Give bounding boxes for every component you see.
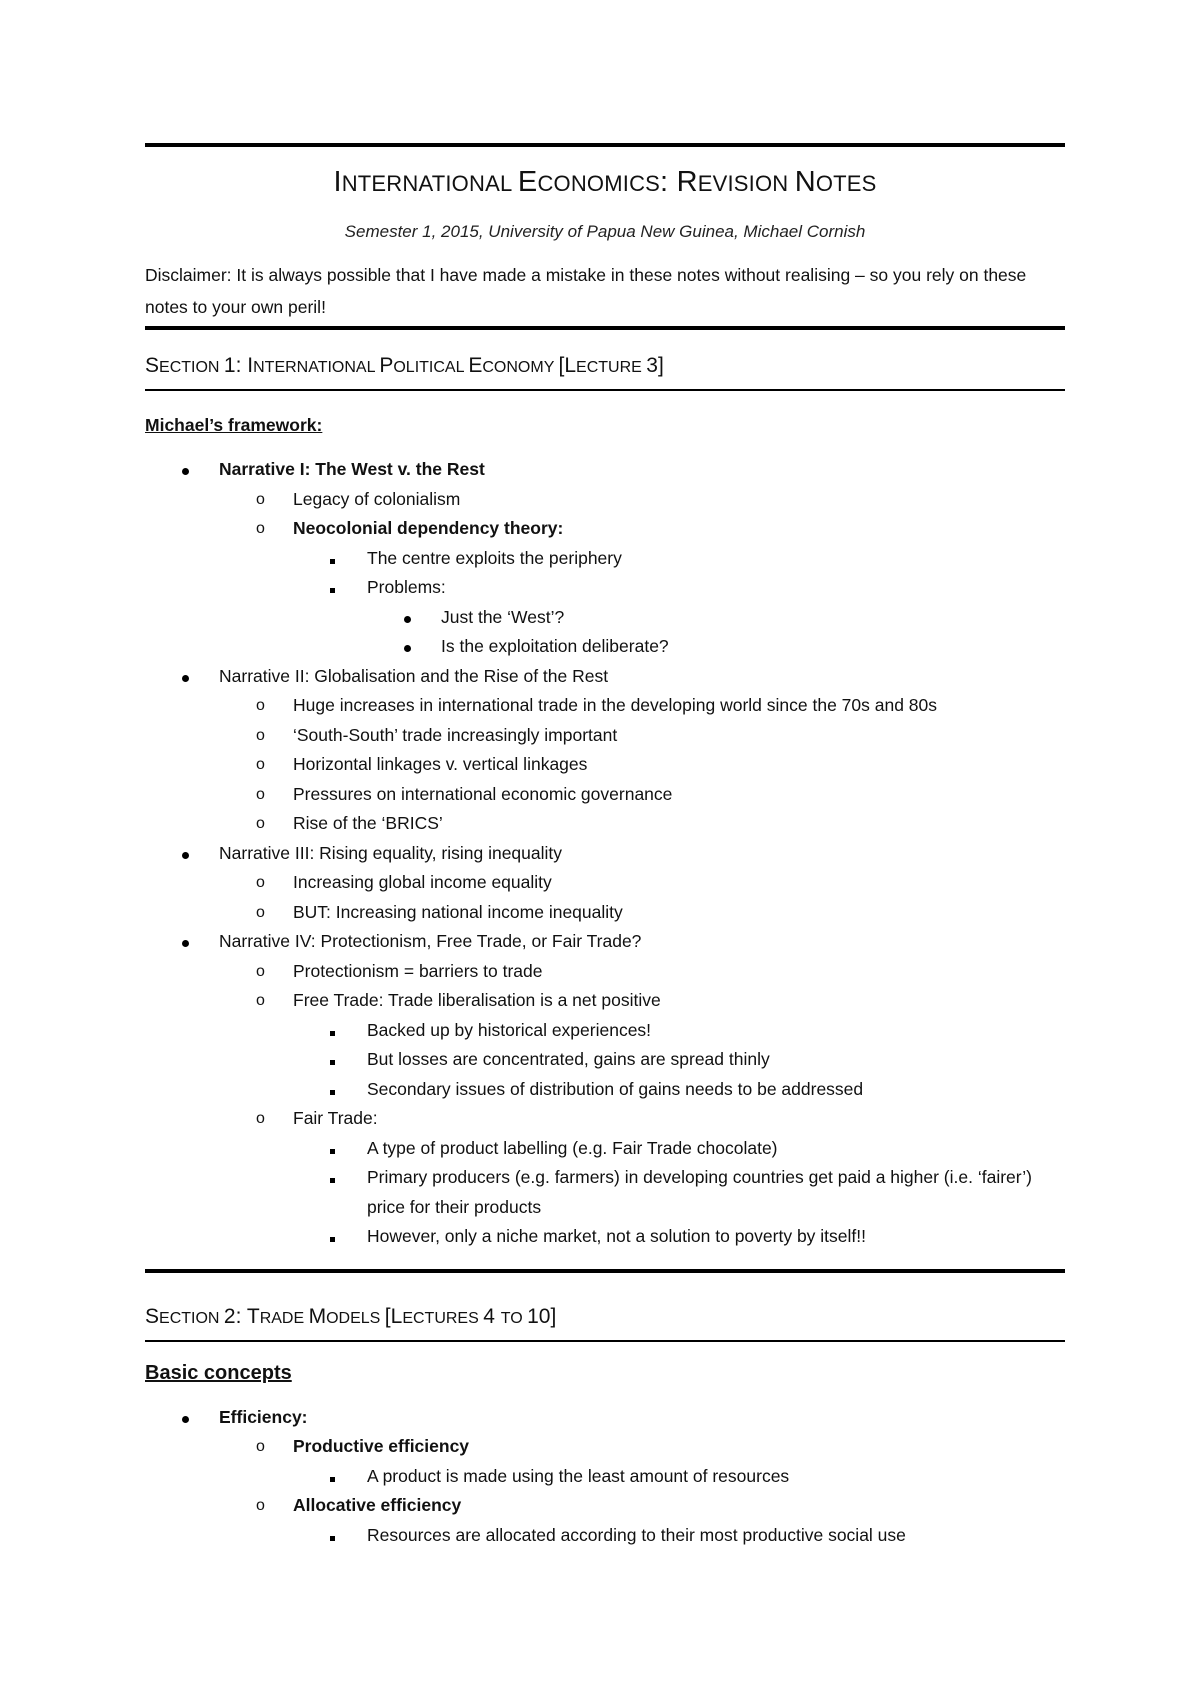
heading-text-part: ECTURE — [576, 359, 647, 376]
list-item — [293, 1163, 1065, 1222]
narrative-3-item — [145, 839, 1065, 928]
list-item — [367, 603, 1065, 633]
framework-list — [145, 455, 1065, 1252]
list-item — [219, 1491, 1065, 1550]
section-1-end-rule — [145, 1269, 1065, 1273]
list-item — [219, 1104, 1065, 1252]
circle-bullet-icon: o — [256, 962, 265, 980]
heading-text-part: ECTION — [159, 359, 224, 376]
bullet-icon — [182, 1403, 189, 1433]
square-bullet-icon — [330, 1045, 335, 1075]
bullet-icon — [404, 603, 411, 633]
heading-text-part: : — [660, 166, 677, 198]
section-1-rule — [145, 389, 1065, 391]
list-item-text: Neocolonial dependency theory: — [293, 518, 564, 538]
square-bullet-icon — [330, 1222, 335, 1252]
heading-text-part: T — [246, 1304, 260, 1328]
list-item — [219, 1432, 1065, 1491]
basic-concepts-list — [145, 1403, 1065, 1551]
list-item-text: A product is made using the least amount of resources — [367, 1465, 790, 1486]
heading-text-part: 10] — [527, 1304, 557, 1328]
list-item — [293, 544, 1065, 574]
list-item — [219, 750, 1065, 780]
heading-text-part: E — [517, 166, 538, 198]
section-2-rule — [145, 1340, 1065, 1342]
list-item — [219, 868, 1065, 898]
heading-text-part: TO — [500, 1309, 528, 1327]
heading-text-part: RADE — [259, 1309, 309, 1327]
list-item — [293, 573, 1065, 662]
circle-bullet-icon: o — [256, 1497, 265, 1514]
list-item — [219, 898, 1065, 928]
list-item — [219, 809, 1065, 839]
basic-concepts-subheading: Basic concepts — [145, 1361, 292, 1384]
heading-text-part: R — [676, 166, 698, 198]
circle-bullet-icon: o — [256, 697, 265, 714]
heading-text-part: E — [468, 354, 483, 377]
heading-text-part: OLITICAL — [393, 359, 469, 376]
bullet-icon — [182, 927, 189, 957]
list-item-text: Horizontal linkages v. vertical linkages — [293, 754, 588, 774]
list-item-text: Problems: — [367, 577, 446, 597]
heading-text-part: N — [794, 166, 816, 198]
circle-bullet-icon: o — [256, 1438, 265, 1455]
list-item — [293, 1045, 1065, 1075]
list-item — [219, 780, 1065, 810]
list-item — [293, 1222, 1065, 1252]
heading-text-part: CONOMY — [482, 359, 559, 376]
list-item — [293, 1134, 1065, 1164]
section-2-heading — [145, 1301, 1065, 1335]
circle-bullet-icon: o — [256, 992, 265, 1009]
square-bullet-icon — [330, 1163, 335, 1193]
heading-text-part: I — [247, 354, 254, 377]
list-item-text: Secondary issues of distribution of gains needs to be addressed — [367, 1078, 864, 1099]
circle-bullet-icon: o — [256, 903, 265, 921]
list-item — [293, 1462, 1065, 1492]
circle-bullet-icon: o — [256, 1110, 265, 1127]
heading-text-part: CONOMICS — [537, 171, 661, 196]
list-item-text: The centre exploits the periphery — [367, 547, 622, 568]
circle-bullet-icon: o — [256, 756, 265, 773]
framework-subheading: Michael’s framework: — [145, 415, 323, 435]
square-bullet-icon — [330, 1521, 335, 1551]
list-item — [219, 721, 1065, 751]
square-bullet-icon — [330, 1462, 335, 1492]
circle-bullet-icon: o — [256, 785, 265, 803]
list-item — [293, 1075, 1065, 1105]
list-item — [219, 485, 1065, 515]
list-item-text: Pressures on international economic governance — [293, 783, 673, 804]
disclaimer-text: Disclaimer: It is always possible that I have made a mistake in these notes without realising – so you rely on these notes to your own peril! — [145, 265, 1027, 317]
heading-text-part: ECTURES — [402, 1309, 484, 1327]
heading-text-part: P — [379, 354, 394, 377]
list-item-text: BUT: Increasing national income inequality — [293, 901, 623, 922]
bullet-icon — [404, 632, 411, 662]
narrative-3-label: Narrative III: Rising equality, rising inequality — [219, 842, 563, 863]
heading-text-part: M — [308, 1304, 327, 1328]
heading-text-part: [L — [558, 354, 577, 377]
heading-text-part: S — [145, 1304, 160, 1328]
list-item — [219, 691, 1065, 721]
narrative-1-item — [145, 455, 1065, 662]
list-item — [219, 986, 1065, 1104]
efficiency-label: Efficiency: — [219, 1406, 308, 1427]
list-item-text: ‘South-South’ trade increasingly important — [293, 724, 618, 745]
document-title — [145, 164, 1065, 202]
list-item-text: Just the ‘West’? — [441, 606, 565, 627]
heading-text-part: 3] — [646, 354, 664, 377]
list-item-text: Legacy of colonialism — [293, 488, 461, 509]
list-item-text: Primary producers (e.g. farmers) in developing countries get paid a higher (i.e. ‘fairer’) price for their products — [367, 1167, 1032, 1217]
heading-text-part: 1: — [223, 354, 248, 377]
section-1-heading — [145, 350, 1065, 384]
circle-bullet-icon: o — [256, 815, 265, 832]
narrative-2-item — [145, 662, 1065, 839]
heading-text-part: EVISION — [697, 171, 795, 196]
list-item-text: Allocative efficiency — [293, 1495, 462, 1515]
circle-bullet-icon: o — [256, 874, 265, 891]
list-item — [367, 632, 1065, 662]
circle-bullet-icon: o — [256, 520, 265, 537]
narrative-4-item — [145, 927, 1065, 1252]
list-item-text: Free Trade: Trade liberalisation is a net positive — [293, 990, 661, 1010]
disclaimer-rule — [145, 326, 1065, 330]
list-item-text: Increasing global income equality — [293, 872, 552, 892]
list-item — [219, 957, 1065, 987]
document-page — [145, 143, 1065, 1550]
list-item-text: Is the exploitation deliberate? — [441, 636, 669, 656]
square-bullet-icon — [330, 544, 335, 574]
heading-text-part: 4 — [483, 1304, 501, 1328]
efficiency-item — [145, 1403, 1065, 1551]
list-item — [219, 514, 1065, 662]
list-item-text: Backed up by historical experiences! — [367, 1019, 652, 1040]
top-rule — [145, 143, 1065, 147]
square-bullet-icon — [330, 1016, 335, 1046]
narrative-4-label: Narrative IV: Protectionism, Free Trade, or Fair Trade? — [219, 931, 642, 951]
list-item-text: Huge increases in international trade in the developing world since the 70s and 80s — [293, 695, 938, 715]
list-item-text: However, only a niche market, not a solution to poverty by itself!! — [367, 1226, 866, 1246]
bullet-icon — [182, 662, 189, 692]
narrative-2-label: Narrative II: Globalisation and the Rise of the Rest — [219, 665, 609, 686]
list-item-text: Protectionism = barriers to trade — [293, 960, 543, 981]
heading-text-part: I — [333, 166, 342, 198]
heading-text-part: NTERNATIONAL — [253, 359, 380, 376]
heading-text-part: 2: — [223, 1304, 247, 1328]
list-item-text: Productive efficiency — [293, 1436, 470, 1456]
circle-bullet-icon: o — [256, 726, 265, 744]
list-item-text: Rise of the ‘BRICS’ — [293, 813, 443, 833]
square-bullet-icon — [330, 1075, 335, 1105]
list-item-text: A type of product labelling (e.g. Fair Trade chocolate) — [367, 1137, 778, 1158]
heading-text-part: NTERNATIONAL — [341, 171, 518, 196]
heading-text-part: [L — [384, 1304, 403, 1328]
bullet-icon — [182, 455, 189, 485]
list-item-text: Fair Trade: — [293, 1108, 378, 1128]
heading-text-part: OTES — [815, 171, 877, 196]
heading-text-part: ECTION — [159, 1309, 224, 1327]
list-item-text: Resources are allocated according to their most productive social use — [367, 1524, 906, 1545]
heading-text-part: ODELS — [326, 1309, 385, 1327]
square-bullet-icon — [330, 1134, 335, 1164]
narrative-1-label: Narrative I: The West v. the Rest — [219, 459, 485, 479]
bullet-icon — [182, 839, 189, 869]
list-item — [293, 1016, 1065, 1046]
heading-text-part: S — [145, 354, 160, 377]
document-subtitle: Semester 1, 2015, University of Papua New Guinea, Michael Cornish — [344, 222, 866, 241]
square-bullet-icon — [330, 573, 335, 603]
list-item — [293, 1521, 1065, 1551]
list-item-text: But losses are concentrated, gains are spread thinly — [367, 1049, 770, 1069]
circle-bullet-icon: o — [256, 490, 265, 508]
